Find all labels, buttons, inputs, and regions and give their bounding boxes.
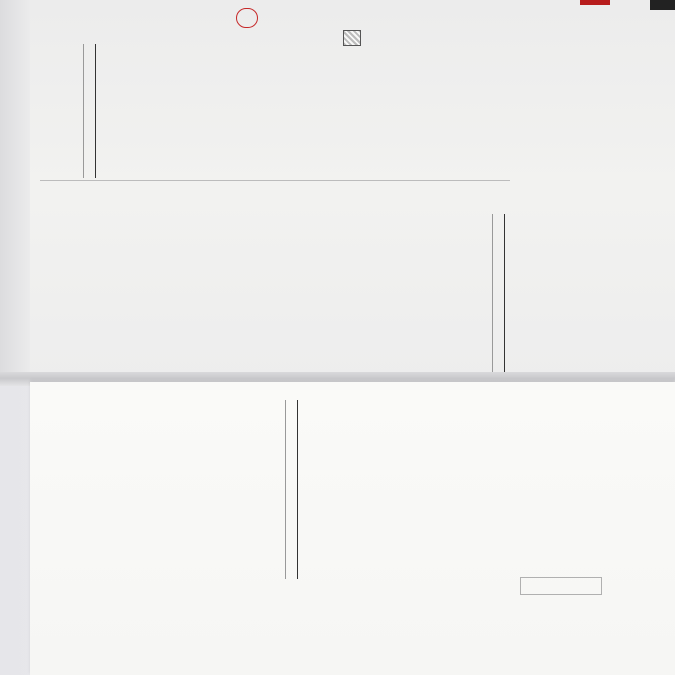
page-corner-tab xyxy=(650,0,675,10)
workbook-front-page xyxy=(30,382,675,675)
problem-number-0097 xyxy=(236,8,258,28)
section-bar-15 xyxy=(492,214,505,388)
section-bar-16 xyxy=(285,400,298,579)
column-divider xyxy=(40,180,510,181)
difficulty-icon xyxy=(343,30,361,46)
note-box xyxy=(520,577,602,595)
accent-tab xyxy=(580,0,610,5)
page-edge-strip xyxy=(0,0,30,380)
section-bar-14 xyxy=(83,44,96,178)
